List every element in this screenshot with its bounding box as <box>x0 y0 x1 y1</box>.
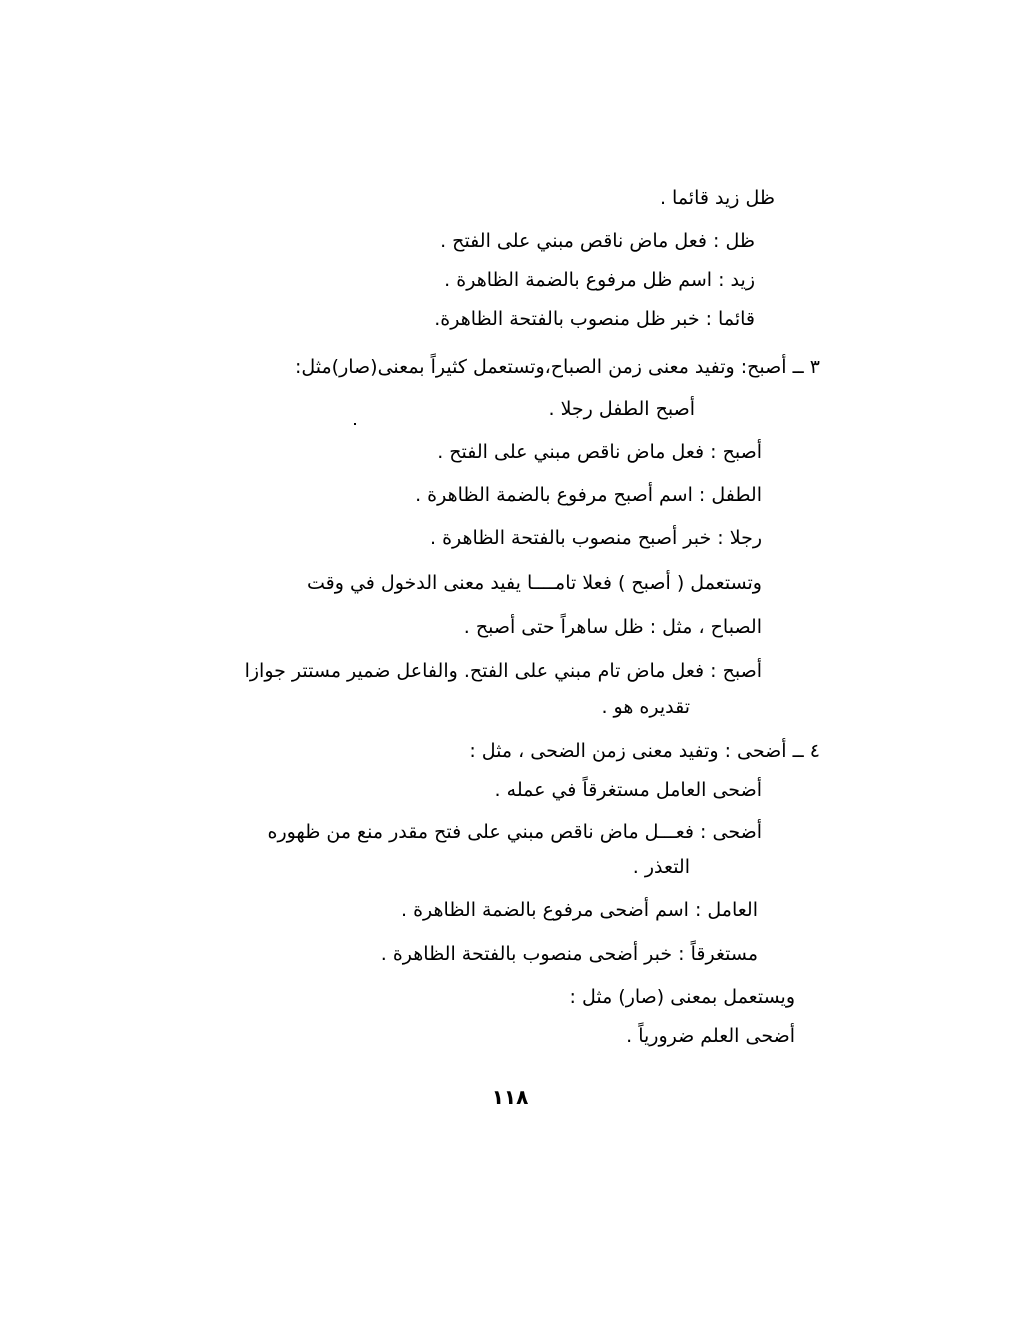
text-line: التعذر . <box>632 856 690 878</box>
text-line: مستغرقاً : خبر أضحى منصوب بالفتحة الظاهرة . <box>380 943 758 965</box>
text-line: قائما : خبر ظل منصوب بالفتحة الظاهرة. <box>434 308 755 330</box>
text-line: رجلا : خبر أصبح منصوب بالفتحة الظاهرة . <box>430 527 762 549</box>
example-sentence: أضحى العامل مستغرقاً في عمله . <box>494 779 762 801</box>
scan-speck <box>354 423 356 425</box>
text-line: أصبح : فعل ماض تام مبني على الفتح. والفاعل ضمير مستتر جوازا <box>244 660 762 682</box>
example-sentence: أضحى العلم ضرورياً . <box>626 1025 795 1047</box>
text-line: ويستعمل بمعنى (صار) مثل : <box>569 986 795 1008</box>
text-line: الطفل : اسم أصبح مرفوع بالضمة الظاهرة . <box>415 484 762 506</box>
text-line: زيد : اسم ظل مرفوع بالضمة الظاهرة . <box>444 269 755 291</box>
example-sentence: أصبح الطفل رجلا . <box>548 398 695 420</box>
section-heading-adha: ٤ ــ أضحى : وتفيد معنى زمن الضحى ، مثل : <box>469 740 820 762</box>
section-heading-asbaha: ٣ ــ أصبح: وتفيد معنى زمن الصباح،وتستعمل كثيراً بمعنى(صار)مثل: <box>294 356 820 378</box>
text-line: ظل زيد قائما . <box>659 187 775 209</box>
text-line: الصباح ، مثل : ظل ساهراً حتى أصبح . <box>463 616 762 638</box>
text-line: العامل : اسم أضحى مرفوع بالضمة الظاهرة . <box>401 899 758 921</box>
text-line: أصبح : فعل ماض ناقص مبني على الفتح . <box>437 441 762 463</box>
page-number: ١١٨ <box>491 1085 529 1109</box>
text-line: تقديره هو . <box>601 696 690 718</box>
text-line: ظل : فعل ماض ناقص مبني على الفتح . <box>440 230 755 252</box>
text-line: أضحى : فعـــل ماض ناقص مبني على فتح مقدر منع من ظهوره <box>267 821 762 843</box>
text-line: وتستعمل ( أصبح ) فعلا تامــــا يفيد معنى الدخول في وقت <box>307 572 762 594</box>
